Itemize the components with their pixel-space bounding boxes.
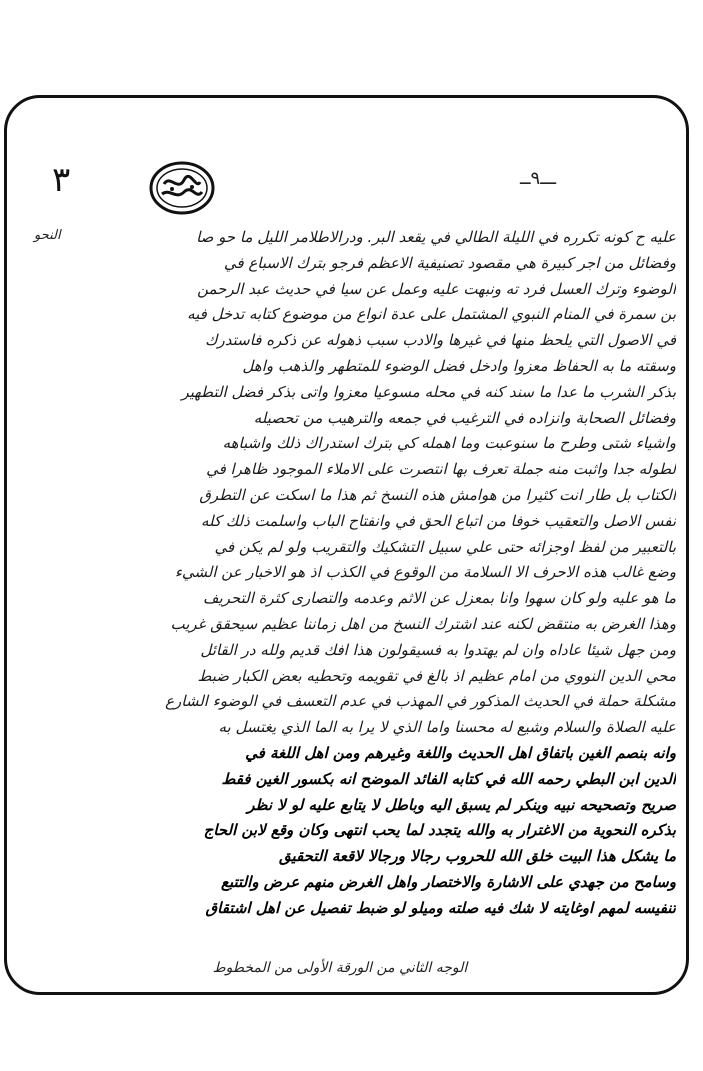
manuscript-line: مشكلة حملة في الحديث المذكور في المهذب في عدم التعسف في الوضوء الشارع — [165, 692, 676, 711]
folio-caption: الوجه الثاني من الورقة الأولى من المخطوط — [212, 960, 468, 976]
manuscript-line: ما هو عليه ولو كان سهوا وانا بمعزل عن الاثم وعدمه والتصارى كثرة التحريف — [202, 589, 676, 608]
manuscript-line: الدين ابن البطي رحمه الله في كتابه الفائد الموضح انه بكسور الغين فقط — [221, 769, 676, 788]
manuscript-line: ومن جهل شيئا عاداه وان لم يهتدوا به فسيقولون هذا افك قديم ولله در القائل — [200, 640, 676, 659]
manuscript-line: وفضائل من اجر كبيرة هي مقصود تصنيفية الاعظم فرجو بترك الاسباع في — [223, 253, 676, 272]
corner-mark: ـــ٩ــ — [520, 168, 557, 189]
manuscript-line: تنفيسه لمهم اوغايته لا شك فيه صلته وميلو لو ضبط تفصيل عن اهل اشتقاق — [205, 898, 676, 917]
manuscript-line: وضع غالب هذه الاحرف الا السلامة من الوقوع في الكذب اذ هو الاخبار عن الشيء — [174, 563, 676, 582]
manuscript-line: وفضائل الصحابة وانزاده في الترغيب في جمعه والترهيب من تحصيله — [253, 408, 676, 427]
page-number: ٣ — [52, 160, 71, 200]
manuscript-line: عليه ح كونه تكرره في الليلة الطالي في يقعد البر. ودرالاطلامر الليل ما حو صا — [196, 228, 676, 246]
manuscript-line: في الاصول التي يلحظ منها في غيرها والادب سبب ذهوله عن ذكره فاستدرك — [205, 331, 676, 350]
manuscript-line: صريح وتصحيحه نبيه وينكر لم يسبق اليه وباطل لا يتابع عليه لو لا نظر — [247, 795, 676, 814]
manuscript-line: بن سمرة في المنام النبوي المشتمل على عدة انواع من موضوع كتابه تدخل فيه — [187, 305, 676, 324]
manuscript-line: واشياء شتى وطرح ما سنوعبت وما اهمله كي بترك استدراك ذلك واشباهه — [222, 434, 676, 453]
manuscript-line: الكتاب بل طار انت كثيرا من هوامش هذه النسخ ثم هذا ما اسكت عن التطرق — [199, 485, 676, 504]
library-seal-stamp — [148, 160, 216, 216]
manuscript-line: ما يشكل هذا البيت خلق الله للحروب رجالا ورجالا لاقعة التحقيق — [279, 847, 676, 866]
margin-note: النحو — [34, 228, 61, 243]
manuscript-line: وهذا الغرض به منتقض لكنه عند اشترك النسخ من اهل زماننا عظيم سيحقق غريب — [170, 614, 676, 633]
manuscript-line: نفس الاصل والتعقيب خوفا من اتباع الحق في وانفتاح الباب واسلمت ذلك كله — [200, 511, 676, 530]
manuscript-line: بذكره النحوية من الاغترار به والله يتجدد لما يحب انتهى وكان وقع لابن الحاج — [203, 821, 676, 840]
manuscript-line: عليه الصلاة والسلام وشيع له محسنا واما الذي لا يرا به الما الذي يغتسل به — [218, 718, 676, 737]
manuscript-line: وانه بنصم الغين باتفاق اهل الحديث واللغة وغيرهم ومن اهل اللغة في — [245, 743, 676, 762]
manuscript-line: محي الدين النووي من امام عظيم اذ بالغ في تقويمه وتحطيه بعض الكبار ضبط — [197, 666, 676, 685]
manuscript-line: وسقته ما به الحفاظ معزوا وادخل فضل الوضوء للمتطهر والذهب واهل — [242, 356, 676, 375]
manuscript-text-block — [26, 225, 676, 922]
manuscript-line: وسامح من جهدي على الاشارة والاختصار واهل الغرض منهم عرض والتتبع — [221, 872, 676, 891]
manuscript-line: بالتعبير من لفظ اوجزائه حتى علي سبيل التشكيك والتقريب ولو لم يكن في — [214, 537, 676, 556]
manuscript-line: لطوله جدا واثبت منه جملة تعرف بها انتصرت على الاملاء الموجود ظاهرا في — [206, 460, 676, 479]
manuscript-line: بذكر الشرب ما عدا ما سند كنه في محله مسوعيا معزوا واتى بذكر فضل التطهير — [181, 382, 676, 401]
manuscript-line: الوضوء وترك العسل فرد ته ونبهت عليه وعمل عن سيا في حديث عبد الرحمن — [197, 279, 676, 298]
